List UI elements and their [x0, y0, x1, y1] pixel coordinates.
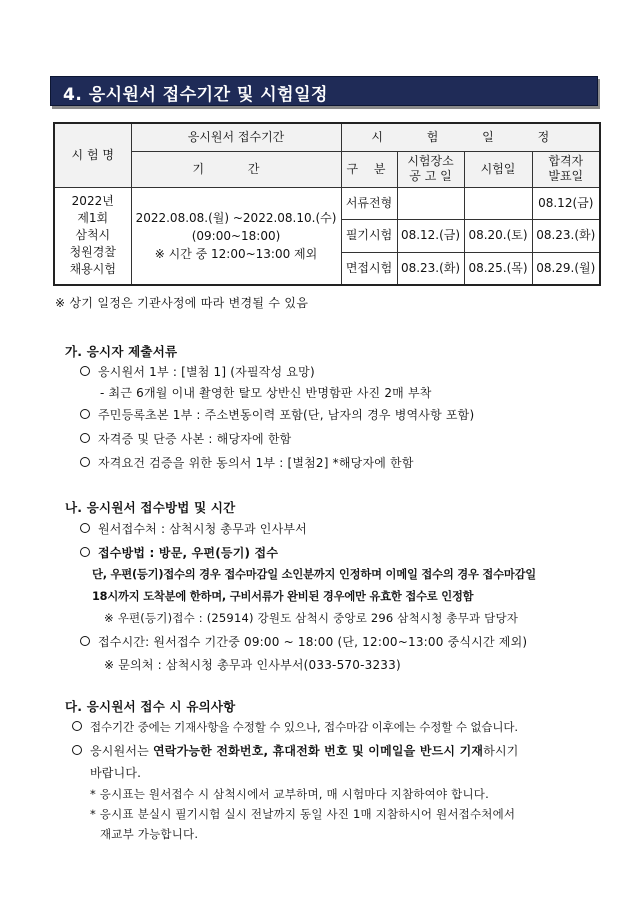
header-period: 기 간 — [131, 151, 341, 187]
circle-bullet-icon — [80, 433, 90, 443]
header-application-period: 응시원서 접수기간 — [131, 123, 341, 151]
row-exam-date — [464, 187, 532, 219]
note-line: * 응시표 분실시 필기시험 실시 전날까지 동일 사진 1매 지참하시어 원서접수처에서 — [90, 807, 516, 821]
section-header — [50, 76, 598, 106]
row-exam-date: 08.25.(목) — [464, 252, 532, 285]
period-cell: 2022.08.08.(월) ~2022.08.10.(수) (09:00~18:00) ※ 시간 중 12:00~13:00 제외 — [131, 187, 341, 285]
list-item: 접수방법 : 방문, 우편(등기) 접수 — [80, 544, 278, 561]
header-venue-notice: 시험장소 공 고 일 — [397, 151, 464, 187]
row-venue-notice — [397, 187, 464, 219]
list-item: 원서접수처 : 삼척시청 총무과 인사부서 — [80, 520, 307, 537]
row-venue-notice: 08.23.(화) — [397, 252, 464, 285]
note-line: 재교부 가능합니다. — [100, 827, 199, 841]
schedule-table — [53, 122, 601, 286]
exam-name-cell: 2022년 제1회 삼척시 청원경찰 채용시험 — [54, 187, 131, 285]
method-note-line-2: 18시까지 도착분에 한하며, 구비서류가 완비된 경우에만 유효한 접수로 인정함 — [92, 590, 474, 603]
header-exam-date: 시험일 — [464, 151, 532, 187]
circle-bullet-icon — [80, 636, 90, 646]
mail-address: ※ 우편(등기)접수 : (25914) 강원도 삼척시 중앙로 296 삼척시청 총무과 담당자 — [104, 611, 519, 625]
subsection-a-title: 가. 응시자 제출서류 — [65, 344, 178, 359]
circle-bullet-icon — [80, 457, 90, 467]
row-category: 필기시험 — [341, 219, 397, 252]
list-item: 접수기간 중에는 기재사항을 수정할 수 있으나, 접수마감 이후에는 수정할 수 없습니다. — [72, 719, 518, 735]
list-item: 주민등록초본 1부 : 주소변동이력 포함(단, 남자의 경우 병역사항 포함) — [80, 406, 474, 423]
circle-bullet-icon — [80, 523, 90, 533]
method-note-line-1: 단, 우편(등기)접수의 경우 접수마감일 소인분까지 인정하며 이메일 접수의 경우 접수마감일 — [92, 568, 536, 581]
row-result-date: 08.23.(화) — [532, 219, 600, 252]
list-item: 응시원서 1부 : [별첨 1] (자필작성 요망) — [80, 363, 315, 380]
circle-bullet-icon — [72, 745, 82, 755]
row-result-date: 08.29.(월) — [532, 252, 600, 285]
row-result-date: 08.12(금) — [532, 187, 600, 219]
list-item-continued: 바랍니다. — [90, 766, 142, 780]
header-category: 구 분 — [341, 151, 397, 187]
circle-bullet-icon — [72, 721, 82, 731]
circle-bullet-icon — [80, 409, 90, 419]
list-item: 접수시간: 원서접수 기간중 09:00 ~ 18:00 (단, 12:00~13:00 중식시간 제외) — [80, 633, 527, 650]
circle-bullet-icon — [80, 366, 90, 376]
list-item: 응시원서는 연락가능한 전화번호, 휴대전화 번호 및 이메일을 반드시 기재하시기 — [72, 742, 519, 759]
contact-info: ※ 문의처 : 삼척시청 총무과 인사부서(033-570-3233) — [104, 658, 401, 672]
circle-bullet-icon — [80, 547, 90, 557]
note-line: * 응시표는 원서접수 시 삼척시에서 교부하며, 매 시험마다 지참하여야 합니다. — [90, 787, 489, 801]
header-exam-schedule: 시 험 일 정 — [341, 123, 600, 151]
subsection-b-title: 나. 응시원서 접수방법 및 시간 — [65, 500, 236, 515]
subsection-c-title: 다. 응시원서 접수 시 유의사항 — [65, 699, 236, 714]
row-exam-date: 08.20.(토) — [464, 219, 532, 252]
header-exam-name: 시 험 명 — [54, 123, 131, 187]
row-category: 서류전형 — [341, 187, 397, 219]
row-venue-notice: 08.12.(금) — [397, 219, 464, 252]
photo-note: - 최근 6개월 이내 촬영한 탈모 상반신 반명함판 사진 2매 부착 — [100, 386, 432, 400]
list-item: 자격요건 검증을 위한 동의서 1부 : [별첨2] *해당자에 한함 — [80, 454, 414, 471]
row-category: 면접시험 — [341, 252, 397, 285]
schedule-note: ※ 상기 일정은 기관사정에 따라 변경될 수 있음 — [55, 296, 309, 310]
header-result-date: 합격자 발표일 — [532, 151, 600, 187]
section-title: 4. 응시원서 접수기간 및 시험일정 — [63, 85, 328, 105]
list-item: 자격증 및 단증 사본 : 해당자에 한함 — [80, 430, 291, 447]
